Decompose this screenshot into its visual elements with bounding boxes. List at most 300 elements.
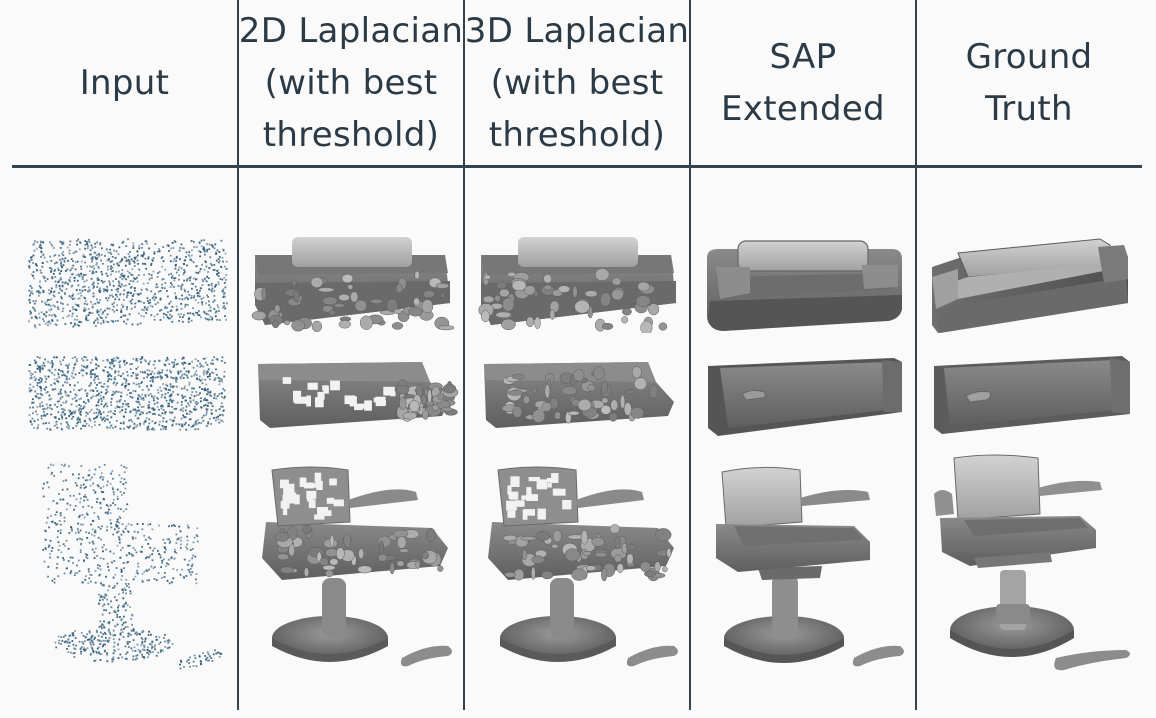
point xyxy=(165,411,167,413)
point xyxy=(48,508,50,510)
point xyxy=(43,495,45,497)
point xyxy=(75,645,77,647)
point xyxy=(68,548,70,550)
point xyxy=(213,397,215,399)
point xyxy=(104,310,106,312)
point xyxy=(81,261,83,263)
point xyxy=(189,657,191,659)
point xyxy=(122,373,124,375)
point xyxy=(221,279,223,281)
point xyxy=(132,390,134,392)
point xyxy=(71,372,73,374)
point xyxy=(204,379,206,381)
point xyxy=(164,397,166,399)
point xyxy=(91,636,93,638)
point xyxy=(208,660,210,662)
point xyxy=(79,275,81,277)
point xyxy=(122,592,124,594)
point xyxy=(102,645,104,647)
point xyxy=(92,306,94,308)
surface-blob xyxy=(631,407,644,418)
point xyxy=(226,274,228,276)
point xyxy=(164,287,166,289)
chair-sap-extended xyxy=(704,462,919,678)
point xyxy=(103,624,105,626)
point xyxy=(91,640,93,642)
point xyxy=(42,365,44,367)
point xyxy=(196,403,198,405)
point xyxy=(205,404,207,406)
point xyxy=(95,368,97,370)
point xyxy=(41,402,43,404)
surface-blob xyxy=(330,535,334,547)
surface-blob xyxy=(555,412,561,420)
point xyxy=(126,562,128,564)
input-sofa-pointcloud xyxy=(22,228,232,338)
point xyxy=(107,308,109,310)
point xyxy=(163,428,165,430)
point xyxy=(183,368,185,370)
point xyxy=(81,641,83,643)
surface-hole xyxy=(317,507,328,515)
point xyxy=(178,269,180,271)
point xyxy=(137,374,139,376)
point xyxy=(152,297,154,299)
point xyxy=(49,395,51,397)
point xyxy=(121,304,123,306)
point xyxy=(208,375,210,377)
point xyxy=(176,257,178,259)
point xyxy=(70,570,72,572)
point xyxy=(186,389,188,391)
point xyxy=(181,244,183,246)
chair-mesh xyxy=(478,462,693,678)
point xyxy=(59,520,61,522)
point xyxy=(164,364,166,366)
point xyxy=(129,553,131,555)
point xyxy=(154,648,156,650)
point xyxy=(103,383,105,385)
point xyxy=(32,293,34,295)
point xyxy=(168,639,170,641)
point xyxy=(151,647,153,649)
point xyxy=(189,413,191,415)
point xyxy=(54,578,56,580)
point xyxy=(196,394,198,396)
point xyxy=(153,364,155,366)
point xyxy=(165,388,167,390)
point xyxy=(113,553,115,555)
point xyxy=(194,373,196,375)
point xyxy=(49,314,51,316)
surface-blob xyxy=(378,554,387,561)
point xyxy=(209,394,211,396)
point xyxy=(140,323,142,325)
point xyxy=(105,512,107,514)
point xyxy=(172,275,174,277)
point xyxy=(88,308,90,310)
point xyxy=(159,360,161,362)
point xyxy=(161,560,163,562)
surface-hole xyxy=(309,499,316,508)
point xyxy=(131,303,133,305)
point xyxy=(104,404,106,406)
point xyxy=(47,324,49,326)
point xyxy=(61,416,63,418)
point xyxy=(165,565,167,567)
surface-blob xyxy=(531,567,535,580)
point xyxy=(176,386,178,388)
surface-blob xyxy=(409,307,423,316)
point xyxy=(145,539,147,541)
point xyxy=(181,358,183,360)
point xyxy=(141,309,143,311)
point xyxy=(172,306,174,308)
point xyxy=(106,652,108,654)
point xyxy=(60,551,62,553)
point xyxy=(120,508,122,510)
point xyxy=(33,427,35,429)
point xyxy=(206,409,208,411)
point xyxy=(112,296,114,298)
point xyxy=(203,358,205,360)
point xyxy=(61,290,63,292)
surface-hole xyxy=(354,406,363,411)
point xyxy=(186,375,188,377)
point xyxy=(175,268,177,270)
point xyxy=(107,275,109,277)
point xyxy=(184,259,186,261)
point xyxy=(168,559,170,561)
surface-blob xyxy=(422,552,429,559)
point xyxy=(72,474,74,476)
point xyxy=(79,493,81,495)
point xyxy=(192,307,194,309)
point xyxy=(160,566,162,568)
point xyxy=(109,284,111,286)
point xyxy=(186,406,188,408)
point xyxy=(215,398,217,400)
point xyxy=(139,633,141,635)
point xyxy=(162,369,164,371)
point xyxy=(204,250,206,252)
point xyxy=(225,287,227,289)
point xyxy=(186,265,188,267)
point xyxy=(44,365,46,367)
point xyxy=(142,263,144,265)
point xyxy=(172,568,174,570)
point xyxy=(187,312,189,314)
point xyxy=(66,421,68,423)
point xyxy=(163,278,165,280)
point xyxy=(39,370,41,372)
point xyxy=(101,391,103,393)
point xyxy=(179,298,181,300)
point xyxy=(134,531,136,533)
point xyxy=(58,640,60,642)
point xyxy=(115,294,117,296)
point xyxy=(58,549,60,551)
point xyxy=(98,602,100,604)
point xyxy=(203,372,205,374)
point xyxy=(42,549,44,551)
point xyxy=(170,383,172,385)
point xyxy=(137,293,139,295)
surface-blob xyxy=(595,268,609,280)
point xyxy=(74,363,76,365)
point xyxy=(142,389,144,391)
point xyxy=(210,363,212,365)
point xyxy=(110,266,112,268)
point xyxy=(51,315,53,317)
point xyxy=(171,310,173,312)
sofa-mesh xyxy=(476,233,686,333)
point xyxy=(84,262,86,264)
point xyxy=(114,410,116,412)
point xyxy=(94,382,96,384)
point xyxy=(90,420,92,422)
point xyxy=(157,376,159,378)
point xyxy=(151,277,153,279)
point xyxy=(143,423,145,425)
point xyxy=(74,319,76,321)
point xyxy=(112,487,114,489)
point xyxy=(130,280,132,282)
point xyxy=(129,641,131,643)
point xyxy=(199,242,201,244)
point xyxy=(72,306,74,308)
point xyxy=(107,269,109,271)
point xyxy=(149,547,151,549)
surface-blob xyxy=(573,286,578,297)
surface-blob xyxy=(552,544,558,548)
point xyxy=(187,278,189,280)
point xyxy=(208,310,210,312)
point xyxy=(84,248,86,250)
point xyxy=(90,374,92,376)
point xyxy=(75,261,77,263)
point xyxy=(127,270,129,272)
point xyxy=(77,261,79,263)
point xyxy=(92,312,94,314)
point xyxy=(114,372,116,374)
point xyxy=(97,401,99,403)
point xyxy=(102,599,104,601)
point xyxy=(199,363,201,365)
point xyxy=(60,471,62,473)
point xyxy=(31,423,33,425)
point xyxy=(119,366,121,368)
point xyxy=(62,258,64,260)
point xyxy=(83,635,85,637)
point xyxy=(182,321,184,323)
point xyxy=(175,260,177,262)
point xyxy=(96,631,98,633)
point xyxy=(125,621,127,623)
point xyxy=(89,290,91,292)
point xyxy=(185,429,187,431)
point xyxy=(173,277,175,279)
surface-blob xyxy=(508,390,523,395)
point xyxy=(130,593,132,595)
point xyxy=(162,417,164,419)
point xyxy=(104,255,106,257)
point xyxy=(135,655,137,657)
surface-blob xyxy=(562,386,577,395)
point xyxy=(108,509,110,511)
point xyxy=(149,278,151,280)
surface-blob xyxy=(350,292,358,302)
point xyxy=(39,403,41,405)
point xyxy=(50,305,52,307)
point xyxy=(29,414,31,416)
point xyxy=(142,523,144,525)
point xyxy=(132,358,134,360)
point xyxy=(54,291,56,293)
point xyxy=(122,597,124,599)
point xyxy=(65,402,67,404)
point xyxy=(212,660,214,662)
point xyxy=(34,310,36,312)
point xyxy=(76,499,78,501)
point xyxy=(101,280,103,282)
point xyxy=(159,387,161,389)
point xyxy=(109,427,111,429)
point xyxy=(90,362,92,364)
point xyxy=(194,655,196,657)
point xyxy=(74,356,76,358)
surface-blob xyxy=(399,549,408,553)
surface-blob xyxy=(284,320,290,325)
point xyxy=(180,377,182,379)
point xyxy=(129,272,131,274)
point xyxy=(113,302,115,304)
point xyxy=(60,393,62,395)
surface-blob xyxy=(632,367,641,379)
point xyxy=(114,585,116,587)
point xyxy=(125,408,127,410)
point xyxy=(71,404,73,406)
point xyxy=(95,387,97,389)
point xyxy=(31,259,33,261)
point xyxy=(104,420,106,422)
point xyxy=(56,511,58,513)
point xyxy=(130,368,132,370)
point xyxy=(127,626,129,628)
point xyxy=(221,414,223,416)
point xyxy=(161,562,163,564)
point xyxy=(191,388,193,390)
point xyxy=(76,405,78,407)
point xyxy=(93,489,95,491)
point xyxy=(56,380,58,382)
point xyxy=(87,647,89,649)
point xyxy=(112,280,114,282)
surface-blob xyxy=(521,536,537,540)
point xyxy=(51,288,53,290)
point xyxy=(39,317,41,319)
point xyxy=(210,316,212,318)
point xyxy=(160,429,162,431)
point xyxy=(43,483,45,485)
point xyxy=(97,484,99,486)
surface-blob xyxy=(438,393,444,400)
point xyxy=(182,316,184,318)
point xyxy=(63,543,65,545)
point xyxy=(98,575,100,577)
point xyxy=(123,636,125,638)
point xyxy=(211,412,213,414)
point xyxy=(196,365,198,367)
point xyxy=(125,602,127,604)
point xyxy=(124,364,126,366)
point xyxy=(121,275,123,277)
point xyxy=(93,282,95,284)
point xyxy=(141,394,143,396)
point xyxy=(209,378,211,380)
point xyxy=(107,371,109,373)
point xyxy=(48,545,50,547)
point xyxy=(93,651,95,653)
point xyxy=(46,261,48,263)
point xyxy=(146,570,148,572)
point xyxy=(218,251,220,253)
point xyxy=(51,298,53,300)
point xyxy=(99,255,101,257)
point xyxy=(199,255,201,257)
point xyxy=(151,371,153,373)
point xyxy=(91,426,93,428)
header-line: threshold) xyxy=(488,114,666,155)
point xyxy=(98,651,100,653)
point xyxy=(148,579,150,581)
point xyxy=(123,289,125,291)
point xyxy=(201,407,203,409)
point xyxy=(48,289,50,291)
point xyxy=(158,572,160,574)
point xyxy=(90,638,92,640)
point xyxy=(82,514,84,516)
point xyxy=(96,254,98,256)
point xyxy=(109,362,111,364)
point xyxy=(145,258,147,260)
point xyxy=(78,274,80,276)
point xyxy=(201,417,203,419)
point xyxy=(97,564,99,566)
point xyxy=(144,641,146,643)
point xyxy=(46,408,48,410)
point xyxy=(126,467,128,469)
point xyxy=(55,315,57,317)
point xyxy=(123,492,125,494)
point xyxy=(115,257,117,259)
point xyxy=(56,567,58,569)
point xyxy=(120,375,122,377)
point xyxy=(145,312,147,314)
point xyxy=(106,599,108,601)
point xyxy=(69,642,71,644)
point xyxy=(196,378,198,380)
point xyxy=(60,389,62,391)
surface-blob xyxy=(659,323,667,331)
point xyxy=(147,646,149,648)
point xyxy=(193,297,195,299)
point xyxy=(150,380,152,382)
point xyxy=(43,320,45,322)
point xyxy=(100,625,102,627)
point xyxy=(99,382,101,384)
point xyxy=(99,502,101,504)
